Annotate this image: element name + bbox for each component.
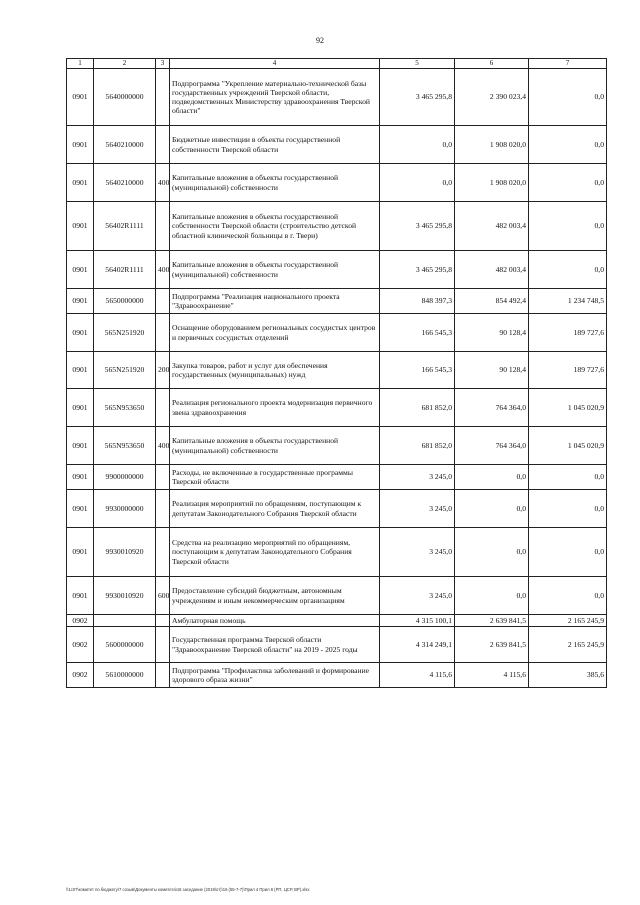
table-row <box>67 389 607 427</box>
target-article-cell: 565N953650 <box>94 427 156 465</box>
item-name-cell: Реализация регионального проекта модернизация первичного звена здравоохранения <box>170 389 380 427</box>
section-code-cell: 0901 <box>67 389 94 427</box>
amount-col5-cell: 166 545,3 <box>380 352 455 389</box>
item-name-cell: Предоставление субсидий бюджетным, автономным учреждениям и иным некоммерческим организациям <box>170 577 380 615</box>
amount-col6-cell: 1 908 020,0 <box>455 164 529 202</box>
amount-col5-cell: 4 315 100,1 <box>380 615 455 627</box>
table-row <box>67 314 607 352</box>
table-row <box>67 126 607 164</box>
amount-col6-cell: 2 639 841,5 <box>455 627 529 663</box>
section-code-cell: 0901 <box>67 490 94 528</box>
amount-col5-cell: 3 245,0 <box>380 465 455 490</box>
amount-col6-cell: 764 364,0 <box>455 389 529 427</box>
expense-type-cell: 200 <box>156 352 170 389</box>
table-row <box>67 615 607 627</box>
footer-file-path: \\1c07\комитет по бюджету\7 созыв\Документы комитета\16 заседание (2019\от)\16 (55-7-7)\Прил 4 Прил 8 (РП, ЦСР, ВР).xlsx <box>66 887 310 892</box>
section-code-cell: 0902 <box>67 615 94 627</box>
section-code-cell: 0901 <box>67 251 94 289</box>
target-article-cell: 9900000000 <box>94 465 156 490</box>
page-number: 92 <box>316 36 324 45</box>
column-header: 7 <box>529 59 607 69</box>
amount-col6-cell: 2 390 023,4 <box>455 69 529 126</box>
target-article-cell: 5640210000 <box>94 126 156 164</box>
item-name-cell: Подпрограмма "Профилактика заболеваний и формирование здорового образа жизни" <box>170 663 380 688</box>
target-article-cell: 5610000000 <box>94 663 156 688</box>
expense-type-cell <box>156 289 170 314</box>
amount-col7-cell: 0,0 <box>529 69 607 126</box>
amount-col6-cell: 854 492,4 <box>455 289 529 314</box>
target-article-cell: 9930010920 <box>94 528 156 577</box>
column-header: 3 <box>156 59 170 69</box>
amount-col5-cell: 681 852,0 <box>380 427 455 465</box>
table-row <box>67 352 607 389</box>
amount-col5-cell: 0,0 <box>380 164 455 202</box>
amount-col5-cell: 3 245,0 <box>380 528 455 577</box>
item-name-cell: Капитальные вложения в объекты государственной собственности Тверской области (строительство детской областной клинической больницы в г. Твери) <box>170 202 380 251</box>
amount-col5-cell: 3 465 295,8 <box>380 251 455 289</box>
expense-type-cell <box>156 627 170 663</box>
expense-type-cell <box>156 202 170 251</box>
amount-col7-cell: 0,0 <box>529 126 607 164</box>
expense-type-cell: 400 <box>156 427 170 465</box>
section-code-cell: 0901 <box>67 289 94 314</box>
amount-col7-cell: 1 234 748,5 <box>529 289 607 314</box>
amount-col6-cell: 764 364,0 <box>455 427 529 465</box>
item-name-cell: Подпрограмма "Реализация национального проекта "Здравоохранение" <box>170 289 380 314</box>
item-name-cell: Капитальные вложения в объекты государственной (муниципальной) собственности <box>170 164 380 202</box>
target-article-cell: 9930000000 <box>94 490 156 528</box>
table-row <box>67 202 607 251</box>
table-row <box>67 490 607 528</box>
column-header: 1 <box>67 59 94 69</box>
expense-type-cell <box>156 490 170 528</box>
amount-col6-cell: 1 908 020,0 <box>455 126 529 164</box>
target-article-cell: 565N251920 <box>94 314 156 352</box>
expense-type-cell <box>156 126 170 164</box>
amount-col5-cell: 0,0 <box>380 126 455 164</box>
amount-col6-cell: 2 639 841,5 <box>455 615 529 627</box>
section-code-cell: 0901 <box>67 352 94 389</box>
amount-col7-cell: 189 727,6 <box>529 352 607 389</box>
section-code-cell: 0901 <box>67 126 94 164</box>
item-name-cell: Бюджетные инвестиции в объекты государственной собственности Тверской области <box>170 126 380 164</box>
amount-col5-cell: 3 465 295,8 <box>380 69 455 126</box>
section-code-cell: 0901 <box>67 528 94 577</box>
expense-type-cell <box>156 69 170 126</box>
table-row <box>67 289 607 314</box>
amount-col7-cell: 2 165 245,9 <box>529 615 607 627</box>
item-name-cell: Расходы, не включенные в государственные программы Тверской области <box>170 465 380 490</box>
target-article-cell: 5640000000 <box>94 69 156 126</box>
amount-col7-cell: 0,0 <box>529 465 607 490</box>
expense-type-cell <box>156 465 170 490</box>
target-article-cell: 56402R1111 <box>94 202 156 251</box>
expense-type-cell: 400 <box>156 251 170 289</box>
amount-col6-cell: 0,0 <box>455 528 529 577</box>
column-header: 5 <box>380 59 455 69</box>
amount-col7-cell: 0,0 <box>529 251 607 289</box>
amount-col5-cell: 4 115,6 <box>380 663 455 688</box>
target-article-cell <box>94 615 156 627</box>
column-header: 2 <box>94 59 156 69</box>
amount-col5-cell: 681 852,0 <box>380 389 455 427</box>
table-row <box>67 251 607 289</box>
budget-table <box>66 58 607 688</box>
expense-type-cell <box>156 389 170 427</box>
target-article-cell: 9930010920 <box>94 577 156 615</box>
table-row <box>67 627 607 663</box>
amount-col7-cell: 1 045 020,9 <box>529 389 607 427</box>
amount-col7-cell: 0,0 <box>529 577 607 615</box>
expense-type-cell <box>156 615 170 627</box>
target-article-cell: 5600000000 <box>94 627 156 663</box>
target-article-cell: 5650000000 <box>94 289 156 314</box>
section-code-cell: 0901 <box>67 69 94 126</box>
section-code-cell: 0901 <box>67 465 94 490</box>
expense-type-cell <box>156 663 170 688</box>
amount-col7-cell: 2 165 245,9 <box>529 627 607 663</box>
item-name-cell: Реализация мероприятий по обращениям, поступающим к депутатам Законодательного Собрания Тверской области <box>170 490 380 528</box>
table-row <box>67 69 607 126</box>
amount-col6-cell: 4 115,6 <box>455 663 529 688</box>
expense-type-cell: 600 <box>156 577 170 615</box>
target-article-cell: 56402R1111 <box>94 251 156 289</box>
amount-col7-cell: 0,0 <box>529 202 607 251</box>
item-name-cell: Государственная программа Тверской области "Здравоохранение Тверской области" на 2019 - 2025 годы <box>170 627 380 663</box>
amount-col7-cell: 0,0 <box>529 490 607 528</box>
amount-col7-cell: 0,0 <box>529 528 607 577</box>
amount-col6-cell: 482 003,4 <box>455 251 529 289</box>
amount-col5-cell: 848 397,3 <box>380 289 455 314</box>
expense-type-cell: 400 <box>156 164 170 202</box>
target-article-cell: 565N953650 <box>94 389 156 427</box>
target-article-cell: 565N251920 <box>94 352 156 389</box>
item-name-cell: Закупка товаров, работ и услуг для обеспечения государственных (муниципальных) нужд <box>170 352 380 389</box>
table-row <box>67 164 607 202</box>
amount-col5-cell: 4 314 249,1 <box>380 627 455 663</box>
amount-col5-cell: 3 245,0 <box>380 577 455 615</box>
amount-col6-cell: 0,0 <box>455 577 529 615</box>
amount-col6-cell: 90 128,4 <box>455 352 529 389</box>
section-code-cell: 0901 <box>67 164 94 202</box>
section-code-cell: 0902 <box>67 663 94 688</box>
header-row <box>67 59 607 69</box>
table-row <box>67 427 607 465</box>
expense-type-cell <box>156 528 170 577</box>
amount-col6-cell: 0,0 <box>455 490 529 528</box>
item-name-cell: Капитальные вложения в объекты государственной (муниципальной) собственности <box>170 427 380 465</box>
amount-col7-cell: 1 045 020,9 <box>529 427 607 465</box>
amount-col5-cell: 3 465 295,8 <box>380 202 455 251</box>
amount-col6-cell: 0,0 <box>455 465 529 490</box>
section-code-cell: 0901 <box>67 577 94 615</box>
amount-col6-cell: 482 003,4 <box>455 202 529 251</box>
amount-col5-cell: 3 245,0 <box>380 490 455 528</box>
column-header: 4 <box>170 59 380 69</box>
amount-col6-cell: 90 128,4 <box>455 314 529 352</box>
item-name-cell: Подпрограмма "Укрепление материально-технической базы государственных учреждений Тверской области, подведомственных Министерству здравоохранения Тверской области" <box>170 69 380 126</box>
item-name-cell: Средства на реализацию мероприятий по обращениям, поступающим к депутатам Законодательного Собрания Тверской области <box>170 528 380 577</box>
section-code-cell: 0901 <box>67 202 94 251</box>
target-article-cell: 5640210000 <box>94 164 156 202</box>
item-name-cell: Капитальные вложения в объекты государственной (муниципальной) собственности <box>170 251 380 289</box>
item-name-cell: Оснащение оборудованием региональных сосудистых центров и первичных сосудистых отделений <box>170 314 380 352</box>
amount-col5-cell: 166 545,3 <box>380 314 455 352</box>
table-row <box>67 663 607 688</box>
item-name-cell: Амбулаторная помощь <box>170 615 380 627</box>
section-code-cell: 0901 <box>67 427 94 465</box>
table-row <box>67 465 607 490</box>
amount-col7-cell: 385,6 <box>529 663 607 688</box>
table-row <box>67 528 607 577</box>
section-code-cell: 0902 <box>67 627 94 663</box>
amount-col7-cell: 189 727,6 <box>529 314 607 352</box>
amount-col7-cell: 0,0 <box>529 164 607 202</box>
section-code-cell: 0901 <box>67 314 94 352</box>
expense-type-cell <box>156 314 170 352</box>
table-row <box>67 577 607 615</box>
column-header: 6 <box>455 59 529 69</box>
